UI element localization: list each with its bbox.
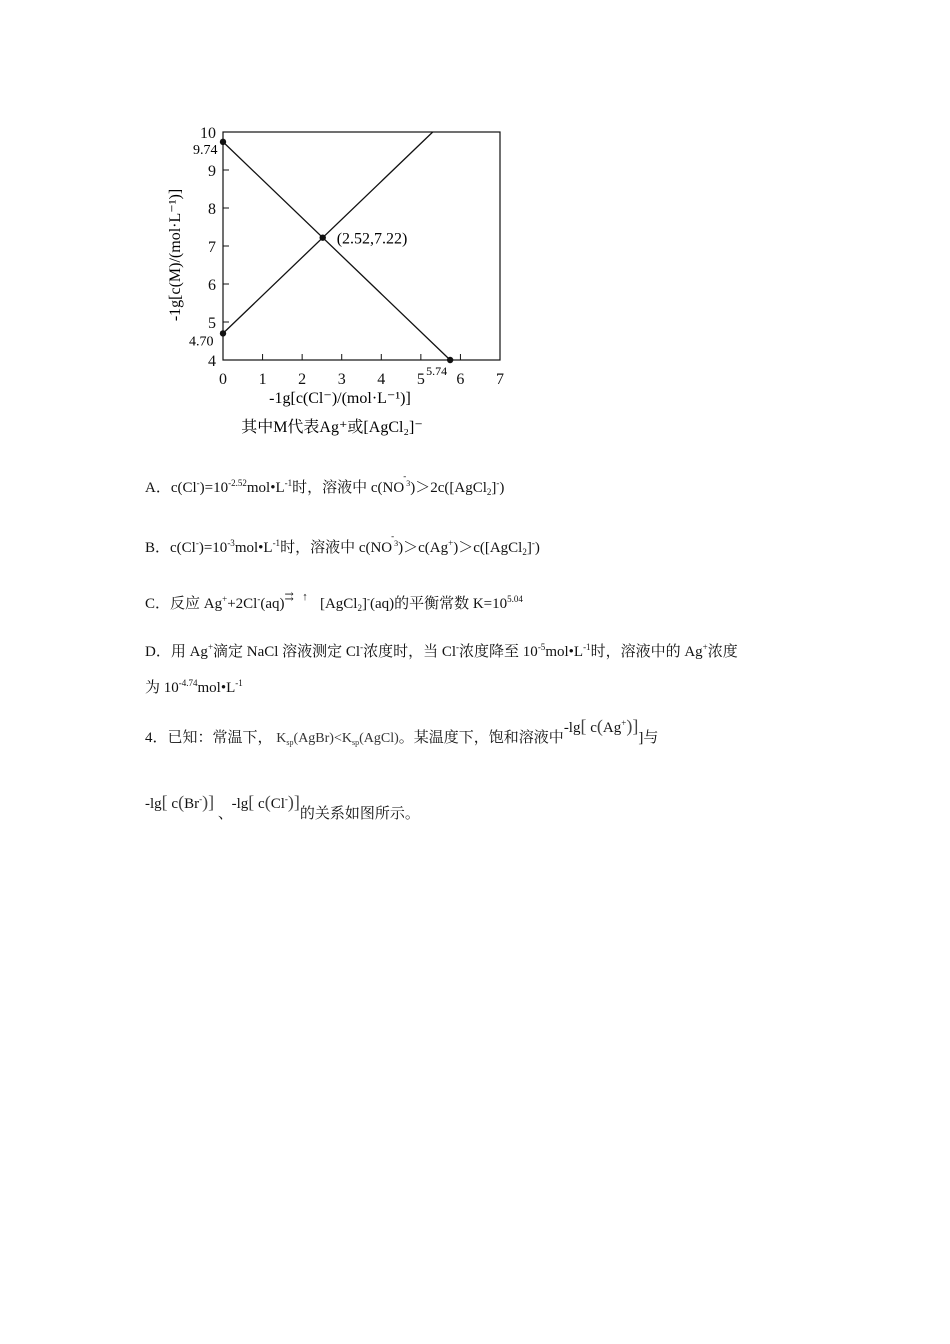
option-a-t5: )＞2c([AgCl [410, 480, 487, 496]
x-tick-label: 7 [496, 371, 504, 388]
bracket-close-icon: ] [208, 792, 215, 812]
bracket-close-icon: ] [632, 716, 639, 736]
bracket-open-icon: [ [580, 716, 587, 736]
point-label: 4.70 [189, 334, 214, 350]
option-d-line2-sup1: -4.74 [178, 678, 198, 688]
option-d-sup4: -5 [537, 642, 546, 652]
lg-br-prefix: -lg [145, 796, 162, 812]
y-tick-label: 10 [200, 125, 216, 142]
option-b-sup3: -1 [272, 538, 281, 548]
option-a-sup1: - [196, 478, 200, 488]
question-4-line2 [145, 792, 420, 822]
option-c-t6: (aq)的平衡常数 K=10 [369, 596, 508, 612]
option-c-sup2: - [257, 594, 261, 604]
option-c-sup6: 5.04 [507, 594, 523, 604]
bracket-open-icon: [ [161, 792, 168, 812]
equilibrium-arrow-icon: ⇉ ↑ [284, 591, 309, 603]
option-c-sup1: + [222, 594, 228, 604]
option-a-t4: 时，溶液中 c(NO [292, 480, 405, 496]
figure-caption: 其中M代表Ag⁺或[AgCl₂]⁻ [241, 419, 423, 436]
option-d-sup1: + [207, 642, 214, 652]
option-a-t6: ] [491, 480, 497, 496]
option-d-t4: 浓度降至 10 [459, 644, 538, 660]
paren-open-icon: ( [264, 792, 271, 812]
option-d-t2: 滴定 NaCl 溶液测定 Cl [213, 644, 361, 660]
option-d-t6: 时，溶液中的 Ag [590, 644, 703, 660]
y-tick-label: 5 [208, 315, 216, 332]
x-tick-label: 6 [456, 371, 465, 388]
agcl-text: (AgCl) [359, 731, 399, 746]
option-c-sub4: 2 [357, 603, 362, 613]
c-br: c [171, 796, 179, 812]
option-d-line2-t1: 为 10 [145, 680, 179, 696]
x-tick-label: 3 [337, 371, 346, 388]
option-d-sup2: - [360, 642, 364, 652]
lg-ag-prefix: -lg [563, 720, 581, 736]
option-c-t1: 反应 Ag [170, 596, 223, 612]
option-b-label: B． [145, 540, 171, 556]
option-b-t5: )＞c(Ag [398, 540, 449, 556]
y-tick-label: 7 [208, 239, 216, 256]
bracket-open-icon: [ [248, 792, 255, 812]
ksp-agbr [276, 731, 399, 746]
option-b-sup1: - [195, 538, 199, 548]
option-d-t3: 浓度时，当 Cl [363, 644, 457, 660]
option-d-t7: 浓度 [707, 644, 738, 660]
option-a-t1: c(Cl [170, 480, 197, 496]
y-tick-label: 9 [208, 163, 216, 180]
option-c-t5: ] [361, 596, 367, 612]
marked-point [220, 330, 226, 336]
option-c-t2: +2Cl [227, 596, 258, 612]
q4-t1: 已知：常温下， [167, 730, 273, 746]
option-d-t1: 用 Ag [170, 644, 208, 660]
option-d-sup5: -1 [583, 642, 591, 652]
option-d-sup6: + [702, 642, 708, 652]
marked-point [220, 139, 226, 145]
q4-t4: 的关系如图所示。 [299, 806, 420, 822]
option-b-sup5: + [448, 538, 454, 548]
option-a-t7: ) [499, 480, 505, 496]
option-a-t2: )=10 [199, 480, 229, 496]
option-b-t2: )=10 [198, 540, 228, 556]
ksp-sub-1: sp [286, 738, 294, 747]
option-c-sup5: - [366, 594, 370, 604]
cl-symbol: Cl [270, 796, 285, 812]
option-b-t4: 时，溶液中 c(NO [280, 540, 393, 556]
x-axis-label: -1g[c(Cl⁻)/(mol·L⁻¹)] [269, 390, 411, 407]
option-c [145, 591, 523, 615]
nitrate-charge: - $^3$ [391, 531, 399, 548]
y-axis-label: -1g[c(M)/(mol·L⁻¹)] [167, 188, 184, 322]
ksp-symbol-1: K [276, 731, 287, 746]
x-tick-label: 0 [219, 371, 227, 388]
x-tick-label: 1 [258, 371, 267, 388]
marked-point [320, 234, 326, 240]
option-b-t3: mol•L [234, 540, 273, 556]
option-a-sup2: -2.52 [228, 478, 247, 488]
marked-point [447, 357, 453, 363]
option-d [145, 642, 738, 662]
point-label: 9.74 [193, 142, 218, 158]
figure [0, 0, 950, 450]
y-tick-label: 8 [208, 201, 216, 218]
option-b-t6: )＞c([AgCl [453, 540, 523, 556]
option-b-sup2: -3 [227, 538, 235, 548]
option-a [145, 471, 505, 498]
option-a-sup4: 3 [406, 479, 411, 488]
option-a-sup6: - [496, 478, 500, 488]
paren-close-icon: ) [626, 716, 633, 736]
ag-charge: + [621, 718, 627, 728]
option-d-sup3: - [456, 642, 460, 652]
ksp-sub-2: sp [352, 738, 360, 747]
option-b-sup4: 3 [394, 539, 399, 548]
paren-close-icon: ) [287, 792, 294, 812]
y-tick-label: 4 [208, 353, 216, 370]
ksp-symbol-2: K [341, 731, 352, 746]
c-cl: c [258, 796, 265, 812]
marked-points [189, 139, 453, 378]
c-ag: c [590, 720, 597, 736]
option-a-sup3: -1 [284, 478, 293, 488]
option-a-t3: mol•L [246, 480, 285, 496]
nitrate-charge: - $^3$ [403, 471, 411, 488]
q4-t2: 。某温度下，饱和溶液中 [398, 730, 564, 746]
question-number: 4． [145, 730, 168, 746]
lg-ag-expr [563, 716, 639, 736]
option-b-sub6: 2 [522, 547, 527, 557]
option-b-t1: c(Cl [170, 540, 196, 556]
paren-close-icon: ) [202, 792, 209, 812]
ag-symbol: Ag [602, 720, 622, 736]
question-4-line1 [145, 716, 659, 749]
point-label: (2.52,7.22) [336, 230, 408, 248]
paren-open-icon: ( [596, 716, 603, 736]
br-charge: - [199, 794, 203, 804]
y-tick-label: 6 [208, 277, 216, 294]
option-c-t3: (aq) [260, 596, 285, 612]
option-d-line2 [145, 678, 243, 698]
option-d-line2-sup2: -1 [235, 678, 243, 688]
option-d-label: D． [145, 644, 171, 660]
option-c-label: C． [145, 596, 171, 612]
point-label: 5.74 [426, 364, 448, 378]
option-d-line2-t2: mol•L [197, 680, 236, 696]
option-b-sup7: - [531, 538, 535, 548]
paren-open-icon: ( [178, 792, 185, 812]
lg-cl-prefix: -lg [231, 796, 249, 812]
x-tick-label: 2 [298, 371, 307, 388]
x-tick-label: 5 [416, 371, 425, 388]
option-c-t4: [AgCl [319, 596, 358, 612]
agbr-text: (AgBr)< [293, 731, 342, 746]
separator: 、 [217, 806, 233, 822]
option-a-sub5: 2 [486, 487, 492, 497]
option-b-t8: ) [534, 540, 540, 556]
x-tick-label: 4 [377, 371, 386, 388]
option-d-t5: mol•L [545, 644, 584, 660]
bracket-close-icon: ] [293, 792, 300, 812]
option-a-label: A． [145, 480, 171, 496]
option-b-t7: ] [526, 540, 532, 556]
option-b [145, 531, 540, 558]
cl-charge: - [284, 794, 288, 804]
series-line-1 [223, 142, 450, 360]
br-symbol: Br [184, 796, 200, 812]
q4-t3: ]与 [638, 730, 659, 746]
